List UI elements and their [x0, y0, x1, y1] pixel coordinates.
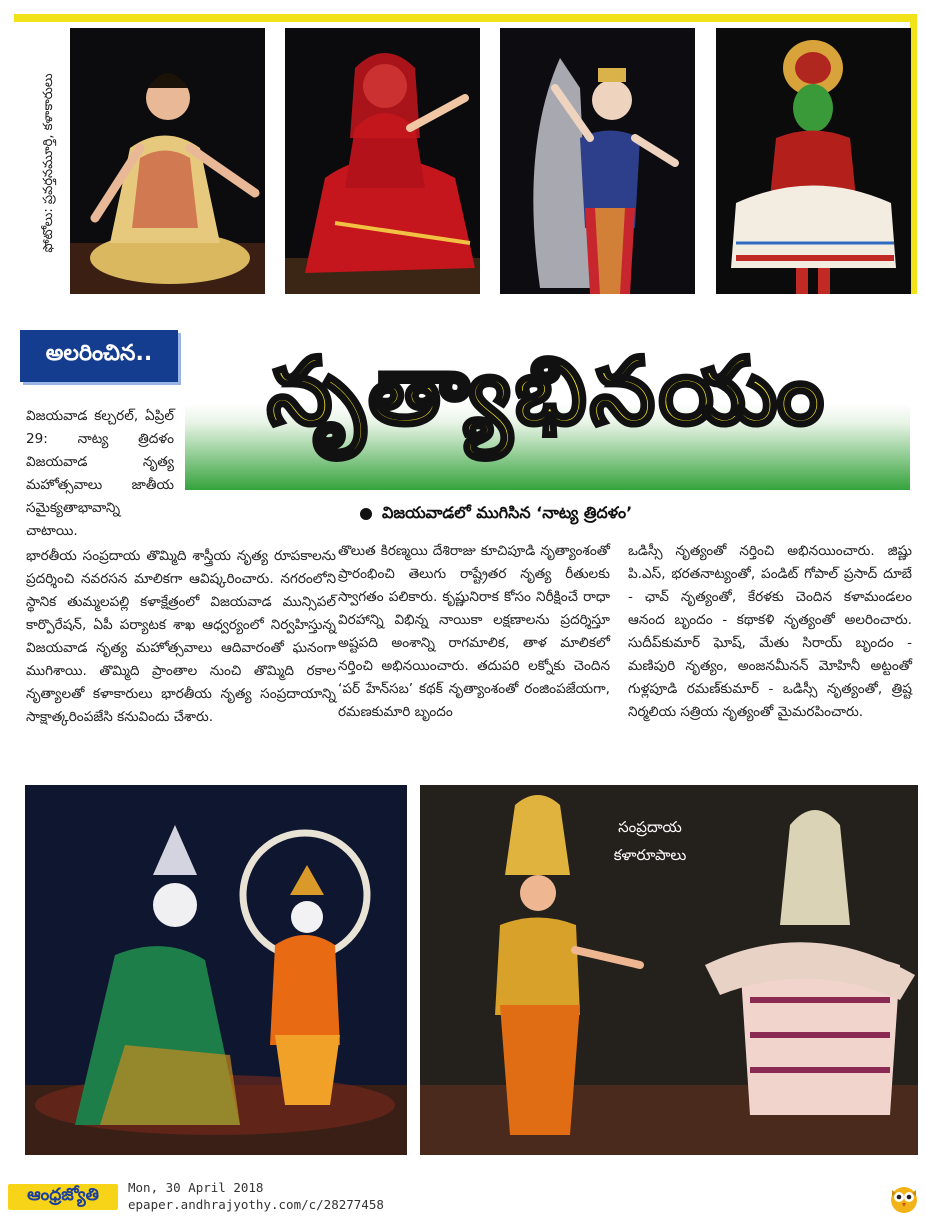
article-column-1: భారతీయ సంప్రదాయ తొమ్మిది శాస్త్రీయ నృత్య రూపకాలను ప్రదర్శించి నవరసన మాలికగా ఆవిష్కరించారు. నగరంలోని స్థానిక తుమ్మలపల్లి కళాక్షేత్రంలో విజయవాడ మున్సిపల్ కార్పొరేషన్, ఏపీ పర్యాటక శాఖ ఆధ్వర్యంలో నిర్వహిస్తున్న విజయవాడ నృత్య మహోత్సవాలు ఆదివారంతో ఘనంగా ముగిశాయి. తొమ్మిది ప్రాంతాల నుంచి తొమ్మిది రకాల నృత్యాలతో కళాకారులు భారతీయ నృత్య సంప్రదాయాన్ని సాక్షాత్కరింపజేసి కనువిందు చేశారు.	[26, 548, 336, 725]
article-column-3: ఒడిస్సీ నృత్యంతో నర్తించి అభినయించారు. జిష్ణు పి.ఎస్, భరతనాట్యంతో, పండిట్ గోపాల్ ప్రసాద్ దూబే - ఛావ్ నృత్యంతో, కేరళకు చెందిన కళామండలం ఆనంద బృందం - కథాకళి నృత్యంతో అలరించారు. సుదీప్‌కుమార్ ఘోష్, మేతు సిరాయ్ బృందం - మణిపురి నృత్యం, అంజనమీనన్ మోహినీ అట్టంతో గుళ్లపూడి రమణ్‌కుమార్ - ఒడిస్సీ నృత్యంతో, త్రిష్ట నిర్మలియ సత్రియ నృత్యంతో మైమరపించారు.	[628, 543, 912, 720]
photo-kuchipudi-dancer	[500, 28, 695, 294]
caption-line-1: సంప్రదాయ	[618, 818, 682, 836]
bullet-icon	[360, 508, 372, 520]
photo-bharatanatyam-dancer	[70, 28, 265, 294]
top-border	[14, 14, 917, 22]
right-border	[910, 14, 917, 294]
photo-credit	[38, 30, 62, 295]
caption-line-2: కళారూపాలు	[613, 846, 687, 864]
photo-caption	[570, 813, 730, 869]
photo-dance-drama-duo	[25, 785, 407, 1155]
edition-url[interactable]: epaper.andhrajyothy.com/c/28277458	[128, 1197, 384, 1212]
owl-icon[interactable]	[889, 1182, 919, 1214]
article-lead: విజయవాడ కల్చరల్, ఏప్రిల్ 29: నాట్య త్రిదళం విజయవాడ నృత్య మహోత్సవాలు జాతీయ సమైక్యతాభావాన్ని చాటాయి.	[26, 408, 174, 539]
photo-kathakali-dancer	[716, 28, 911, 294]
photo-traditional-dance-forms	[420, 785, 918, 1155]
subheadline-text: విజయవాడలో ముగిసిన ‘నాట్య త్రిదళం’	[382, 502, 633, 522]
kicker-label: అలరించిన..	[20, 330, 178, 382]
photo-kathak-dancer	[285, 28, 480, 294]
subheadline	[360, 500, 780, 528]
publication-logo[interactable]: ఆంధ్రజ్యోతి	[8, 1184, 118, 1210]
edition-date: Mon, 30 April 2018	[128, 1180, 264, 1195]
article-column-2: తొలుత కిరణ్మయి దేశిరాజు కూచిపూడి నృత్యాంశంతో ప్రారంభించి తెలుగు రాష్ట్రేతర నృత్య రీతులకు స్వాగతం పలికారు. కృష్ణునిరాక కోసం నిరీక్షించే రాధా విరహాన్ని విభిన్న నాయికా లక్షణాలను ప్రదర్శిస్తూ అష్టపది అంశాన్ని రాగమాలిక, తాళ మాలికలో నర్తించి అభినయించారు. తదుపరి లక్నోకు చెందిన ‘పర్ హేన్‌సబ’ కథక్ నృత్యాంశంతో రంజింపజేయగా, రమణకుమారి బృందం	[338, 543, 610, 720]
page-headline: నృత్యాభినయం	[267, 338, 828, 445]
photo-credit-text: ఫోటోలు: ప్రవర్తనమూర్తి, కళాకారులు	[41, 72, 56, 253]
